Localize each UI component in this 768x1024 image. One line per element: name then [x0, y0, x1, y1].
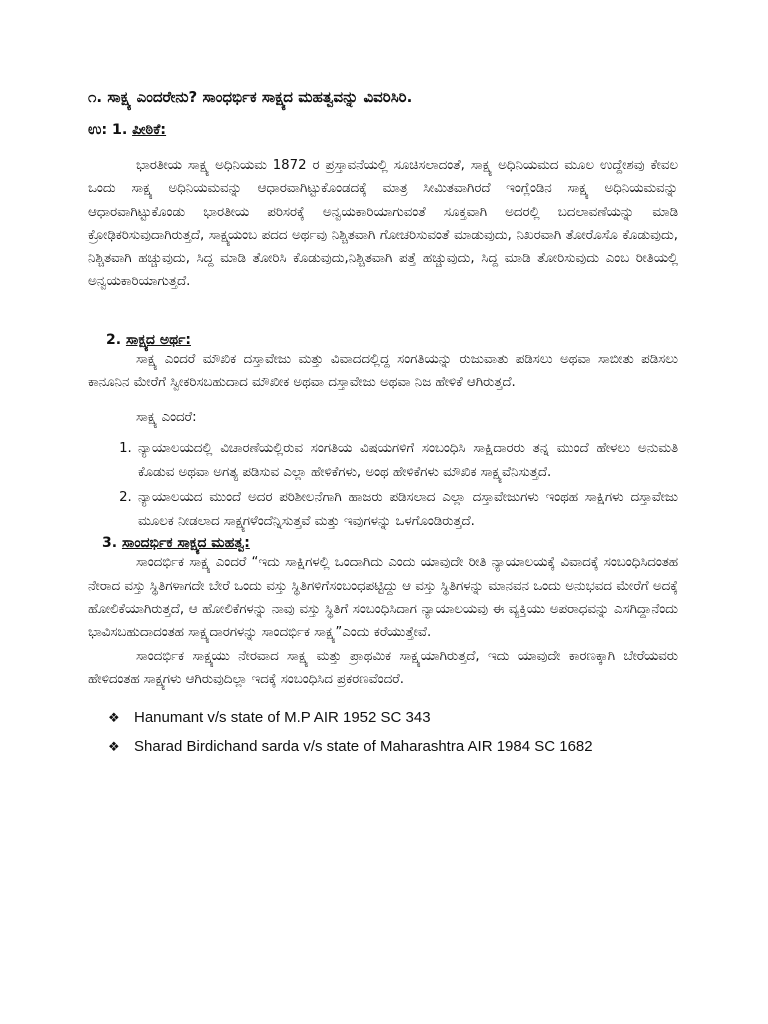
evidence-intro: ಸಾಕ್ಷ್ಯ ಎಂದರೆ: — [136, 410, 197, 426]
intro-heading: ಪೀಠಿಕೆ: — [132, 122, 167, 138]
case-list — [108, 709, 678, 755]
case-item — [108, 738, 678, 755]
list-item: 2. ನ್ಯಾಯಾಲಯದ ಮುಂದೆ ಅದರ ಪರಿಶೀಲನೆಗಾಗಿ ಹಾಜರು ಪಡಿಸಲಾದ ಎಲ್ಲಾ ದಸ್ತಾವೇಜುಗಳು ಇಂಥಹ ಸಾಕ್ಷಿಗಳು ದಸ್ತಾವೇಜು ಮೂಲಕ ನೀಡಲಾದ ಸಾಕ್ಷ್ಯಗಳೆಂದೆನ್ನಿಸುತ್ತವೆ ಮತ್ತು ಇವುಗಳನ್ನು ಒಳಗೊಂಡಿರುತ್ತದೆ. — [136, 486, 678, 533]
list-item: 1. ನ್ಯಾಯಾಲಯದಲ್ಲಿ ವಿಚಾರಣೆಯಲ್ಲಿರುವ ಸಂಗತಿಯ ವಿಷಯಗಳಿಗೆ ಸಂಬಂಧಿಸಿ ಸಾಕ್ಷಿದಾರರು ತನ್ನ ಮುಂದೆ ಹೇಳಲು ಅನುಮತಿ ಕೊಡುವ ಅಥವಾ ಅಗತ್ಯ ಪಡಿಸುವ ಎಲ್ಲಾ ಹೇಳಿಕೆಗಳು, ಅಂಥ ಹೇಳಿಕೆಗಳು ಮೌಖಿಕ ಸಾಕ್ಷ್ಯವೆನಿಸುತ್ತದೆ. — [136, 437, 678, 484]
section2-number: 2. — [106, 331, 122, 348]
diamond-bullet-icon: ❖ — [108, 709, 120, 725]
section3-number: 3. — [102, 535, 118, 552]
answer-heading — [88, 122, 678, 138]
section3-heading — [102, 535, 678, 551]
section2-heading — [106, 332, 678, 348]
section2-paragraph: ಸಾಕ್ಷ್ಯ ಎಂದರೆ ಮೌಖಿಕ ದಸ್ತಾವೇಜು ಮತ್ತು ವಿವಾದದಲ್ಲಿದ್ದ ಸಂಗತಿಯನ್ನು ರುಜುವಾತು ಪಡಿಸಲು ಅಥವಾ ಸಾಬೀತು ಪಡಿಸಲು ಕಾನೂನಿನ ಮೇರೆಗೆ ಸ್ವೀಕರಿಸಬಹುದಾದ ಮೌಖೀಕ ಅಥವಾ ದಸ್ತಾವೇಜು ಅಥವಾ ನಿಜ ಹೇಳಿಕೆ ಆಗಿರುತ್ತದೆ. — [88, 351, 678, 391]
case-intro-paragraph: ಸಾಂದರ್ಭಿಕ ಸಾಕ್ಷ್ಯಯು ನೇರವಾದ ಸಾಕ್ಷ್ಯ ಮತ್ತು ಪ್ರಾಥಮಿಕ ಸಾಕ್ಷ್ಯಯಾಗಿರುತ್ತದೆ, ಇದು ಯಾವುದೇ ಕಾರಣಕ್ಕಾಗಿ ಬೇರೆಯವರು ಹೇಳಿದಂತಹ ಸಾಕ್ಷ್ಯಗಳು ಆಗಿರುವುದಿಲ್ಲಾ ಇದಕ್ಕೆ ಸಂಬಂಧಿಸಿದ ಪ್ರಕರಣವೆಂದರೆ. — [88, 648, 678, 687]
diamond-bullet-icon: ❖ — [108, 738, 120, 754]
section2-title: ಸಾಕ್ಷ್ಯದ ಅರ್ಥ: — [125, 331, 191, 348]
question-heading: ೧. ಸಾಕ್ಷ್ಯ ಎಂದರೇನು? ಸಾಂಧರ್ಭಿಕ ಸಾಕ್ಷ್ಯದ ಮಹತ್ವವನ್ನು ವಿವರಿಸಿರಿ. — [88, 88, 413, 106]
intro-paragraph: ಭಾರತೀಯ ಸಾಕ್ಷ್ಯ ಅಧಿನಿಯಮ 1872 ರ ಪ್ರಸ್ತಾವನೆಯಲ್ಲಿ ಸೂಚಿಸಲಾದಂತೆ, ಸಾಕ್ಷ್ಯ ಅಧಿನಿಯಮದ ಮೂಲ ಉದ್ದೇಶವು ಕೇವಲ ಒಂದು ಸಾಕ್ಷ್ಯ ಅಧಿನಿಯಮವನ್ನು ಆಧಾರವಾಗಿಟ್ಟುಕೊಂಡದಕ್ಕೆ ಮಾತ್ರ ಸೀಮಿತವಾಗಿರದೆ ಇಂಗ್ಲೆಂಡಿನ ಸಾಕ್ಷ್ಯ ಅಧಿನಿಯಮವನ್ನು ಆಧಾರವಾಗಿಟ್ಟುಕೊಂಡು ಭಾರತೀಯ ಪರಿಸರಕ್ಕೆ ಅನ್ವಯಕಾರಿಯಾಗುವಂತೆ ಸೂಕ್ತವಾಗಿ ಅದರಲ್ಲಿ ಬದಲಾವಣೆಯನ್ನು ಮಾಡಿ ಕ್ರೋಢಿಕರಿಸುವುದಾಗಿರುತ್ತದೆ, ಸಾಕ್ಷ್ಯಯಂಬ ಪದದ ಅರ್ಥವು ನಿಶ್ಚಿತವಾಗಿ ಗೋಚರಿಸುವಂತೆ ಮಾಡುವುದು, ನಿಖರವಾಗಿ ತೋರೊಸೊ ಕೊಡುವುದು, ನಿಶ್ಚಿತವಾಗಿ ಹಚ್ಚುವುದು, ಸಿದ್ದ ಮಾಡಿ ತೋರಿಸಿ ಕೊಡುವುದು,ನಿಶ್ಚಿತವಾಗಿ ಪತ್ತೆ ಹಚ್ಚುವುದು, ಸಿದ್ದ ಮಾಡಿ ತೋರಿಸುವುದು ಎಂಬ ರೀತಿಯಲ್ಲಿ ಅನ್ವಯಕಾರಿಯಾಗುತ್ತದೆ. — [88, 158, 678, 290]
case-citation: Hanumant v/s state of M.P AIR 1952 SC 343 — [134, 709, 431, 727]
evidence-list — [88, 437, 678, 533]
case-citation: Sharad Birdichand sarda v/s state of Maharashtra AIR 1984 SC 1682 — [134, 738, 593, 756]
answer-number: 1. — [111, 122, 128, 138]
section3-title: ಸಾಂದರ್ಭಿಕ ಸಾಕ್ಷ್ಯದ ಮಹತ್ವ: — [121, 535, 250, 552]
case-item — [108, 709, 678, 726]
section3-paragraph: ಸಾಂದರ್ಭಿಕ ಸಾಕ್ಷ್ಯ ಎಂದರೆ “ಇದು ಸಾಕ್ಷಿಗಳಲ್ಲಿ ಒಂದಾಗಿದು ಎಂದು ಯಾವುದೇ ರೀತಿ ನ್ಯಾಯಾಲಯಕ್ಕೆ ವಿವಾದಕ್ಕೆ ಸಂಬಂಧಿಸಿದಂತಹ ನೇರಾದ ವಸ್ತು ಸ್ಥಿತಿಗಳಾಗದೇ ಬೇರೆ ಒಂದು ವಸ್ತು ಸ್ಥಿತಿಗಳಿಗೆಸಂಬಂಧಪಟ್ಟಿದ್ದು ಆ ವಸ್ತು ಸ್ಥಿತಿಗಳನ್ನು ಮಾನವನ ಒಂದು ಅನುಭವದ ಮೇರೆಗೆ ಅದಕ್ಕೆ ಹೋಲಿಕೆಯಾಗಿರುತ್ತದೆ, ಆ ಹೋಲಿಕೆಗಳನ್ನು ನಾವು ವಸ್ತು ಸ್ಥಿತಿಗೆ ಸಂಬಂಧಿಸಿದಾಗ ನ್ಯಾಯಾಲಯವು ಈ ವ್ಯಕ್ತಿಯು ಅಪರಾಧವನ್ನು ಎಸಗಿದ್ದಾನೆಂದು ಭಾವಿಸಬಹುದಾದಂತಹ ಸಾಕ್ಷ್ಯದಾರಗಳನ್ನು ಸಾಂದರ್ಭಿಕ ಸಾಕ್ಷ್ಯ”ಎಂದು ಕರೆಯುತ್ತೇವೆ. — [88, 555, 678, 641]
answer-prefix: ಉ: — [88, 122, 108, 138]
